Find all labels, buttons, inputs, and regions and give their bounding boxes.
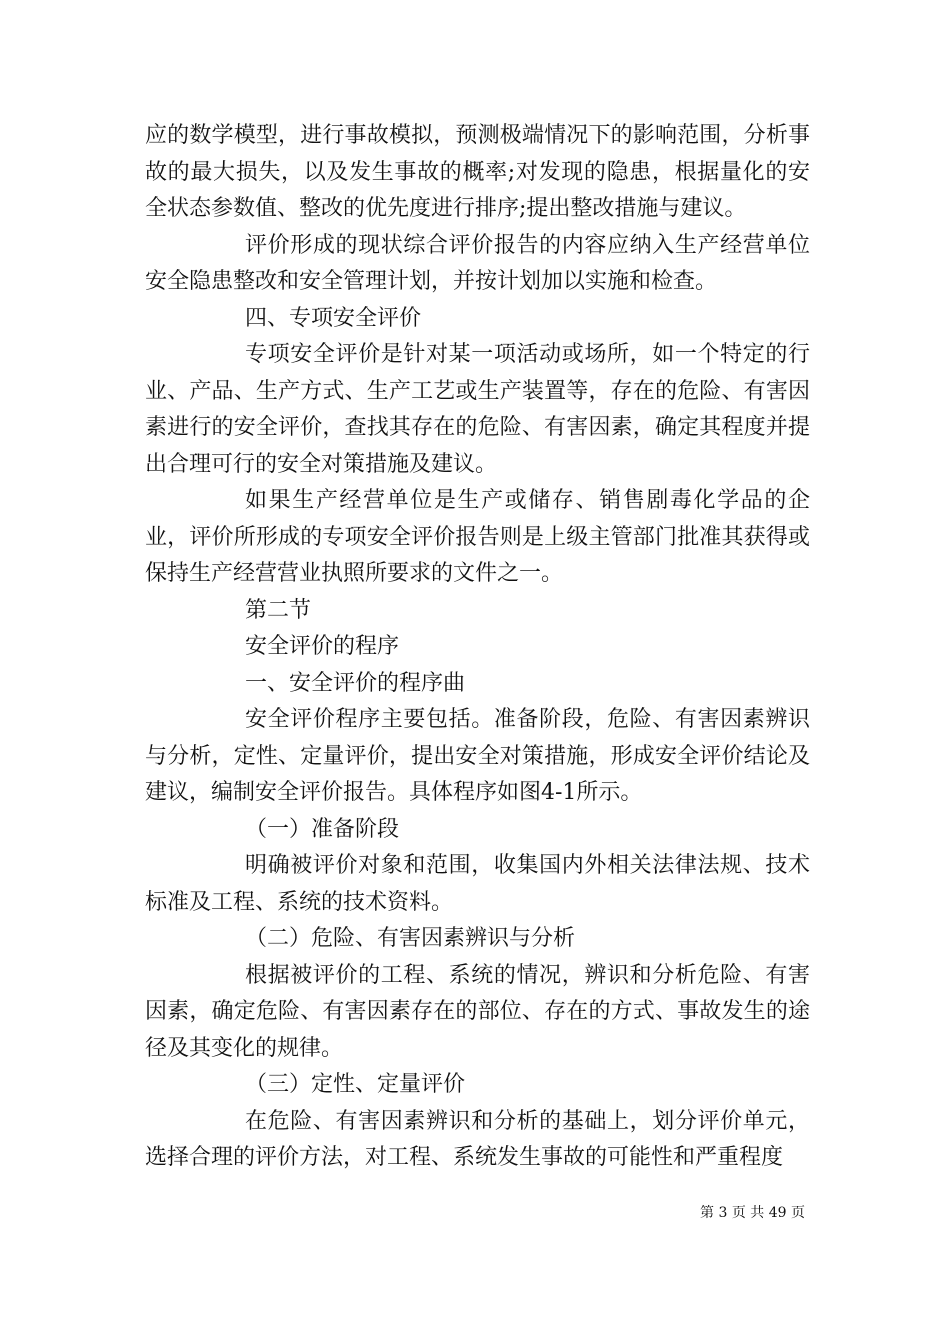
paragraph: 评价形成的现状综合评价报告的内容应纳入生产经营单位安全隐患整改和安全管理计划，并按计划加以实施和检查。	[145, 232, 810, 294]
subsection-heading: （三）定性、定量评价	[245, 1072, 466, 1097]
section-heading: 四、专项安全评价	[245, 305, 422, 331]
section-heading: 安全评价的程序	[245, 634, 400, 659]
paragraph: 如果生产经营单位是生产或储存、销售剧毒化学品的企业，评价所形成的专项安全评价报告则是上级主管部门批准其获得或保持生产经营营业执照所要求的文件之一。	[145, 488, 810, 586]
page-number: 第 3 页 共 49 页	[700, 1205, 805, 1221]
section-heading: 第二节	[245, 597, 312, 623]
paragraph: 专项安全评价是针对某一项活动或场所，如一个特定的行业、产品、生产方式、生产工艺或生产装置等，存在的危险、有害因素进行的安全评价，查找其存在的危险、有害因素，确定其程度并提出合理可行的安全对策措施及建议。	[145, 342, 810, 477]
paragraph: 应的数学模型，进行事故模拟，预测极端情况下的影响范围，分析事故的最大损失，以及发生事故的概率;对发现的隐患，根据量化的安全状态参数值、整改的优先度进行排序;提出整改措施与建议。	[145, 123, 810, 221]
document-body	[145, 118, 810, 1177]
paragraph: 安全评价程序主要包括。准备阶段，危险、有害因素辨识与分析，定性、定量评价，提出安全对策措施，形成安全评价结论及建议，编制安全评价报告。具体程序如图4-1所示。	[145, 707, 810, 805]
subsection-heading: （一）准备阶段	[245, 816, 400, 842]
subsection-heading: （二）危险、有害因素辨识与分析	[245, 926, 576, 951]
paragraph: 根据被评价的工程、系统的情况，辨识和分析危险、有害因素，确定危险、有害因素存在的部位、存在的方式、事故发生的途径及其变化的规律。	[145, 962, 810, 1061]
paragraph: 明确被评价对象和范围，收集国内外相关法律法规、技术标准及工程、系统的技术资料。	[145, 853, 810, 915]
paragraph: 在危险、有害因素辨识和分析的基础上，划分评价单元，选择合理的评价方法，对工程、系统发生事故的可能性和严重程度	[145, 1108, 810, 1170]
section-heading: 一、安全评价的程序曲	[245, 670, 466, 696]
